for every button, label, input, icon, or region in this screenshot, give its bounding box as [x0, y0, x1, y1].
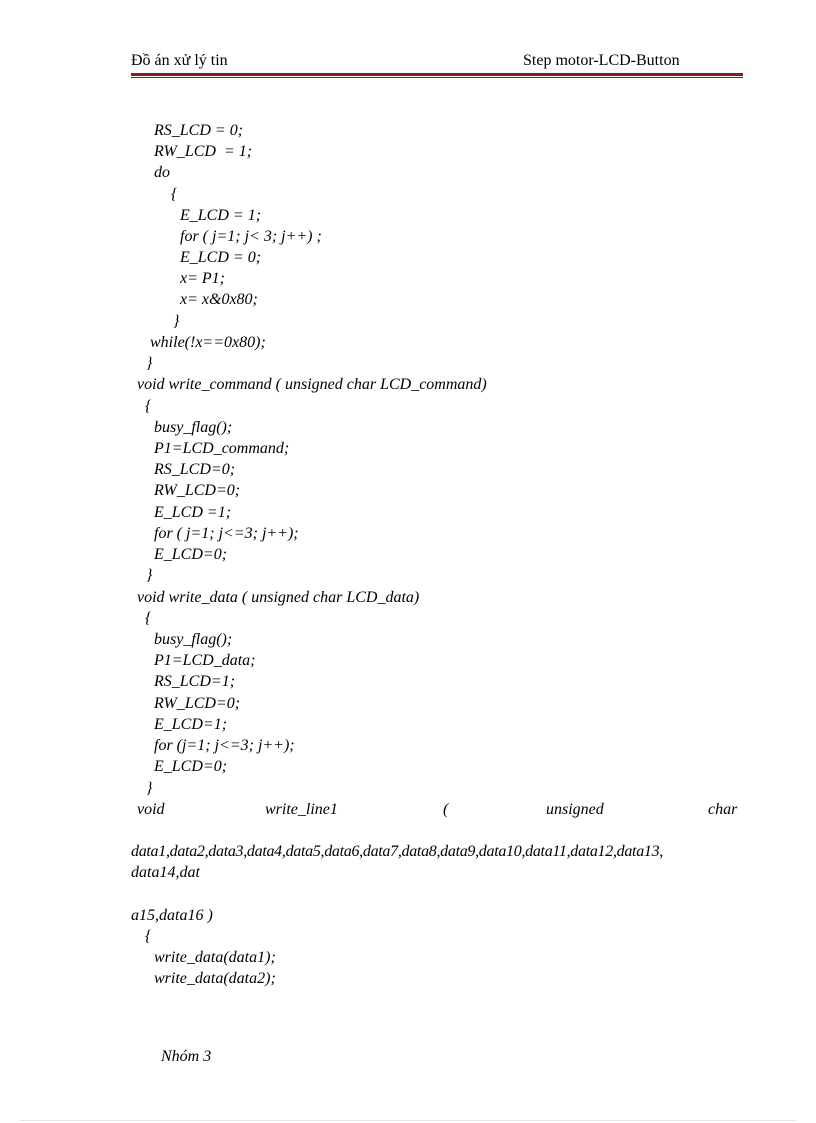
code-line: for ( j=1; j<=3; j++);: [154, 525, 299, 542]
code-line: void write_data ( unsigned char LCD_data): [137, 589, 420, 606]
header-right: Step motor-LCD-Button: [523, 52, 680, 69]
code-line: busy_flag();: [154, 631, 233, 648]
code-line: E_LCD=0;: [154, 546, 228, 563]
code-line: {: [145, 928, 152, 945]
code-line: void write_command ( unsigned char LCD_command): [137, 376, 487, 393]
code-line: RS_LCD = 0;: [154, 122, 244, 139]
code-line: x= P1;: [180, 270, 225, 287]
code-line: }: [146, 355, 153, 372]
code-line: E_LCD=1;: [154, 716, 228, 733]
page-bottom-divider: [20, 1120, 796, 1121]
code-line: RW_LCD = 1;: [154, 143, 253, 160]
code-line: for ( j=1; j< 3; j++) ;: [180, 228, 322, 245]
code-line: RW_LCD=0;: [154, 695, 241, 712]
code-line: RS_LCD=0;: [154, 461, 236, 478]
footer-group-label: Nhóm 3: [161, 1048, 212, 1065]
code-line: data1,data2,data3,data4,data5,data6,data7,data8,data9,data10,data11,data12,data13,: [131, 843, 664, 860]
code-line: P1=LCD_data;: [154, 652, 256, 669]
code-line: }: [173, 313, 180, 330]
code-line: write_data(data2);: [154, 970, 276, 987]
code-line: }: [146, 567, 153, 584]
code-word: char: [708, 801, 738, 818]
code-line: RS_LCD=1;: [154, 673, 236, 690]
code-line: }: [146, 780, 153, 797]
code-line: while(!x==0x80);: [150, 334, 266, 351]
code-line: E_LCD = 1;: [180, 207, 262, 224]
code-line: write_data(data1);: [154, 949, 276, 966]
code-line: busy_flag();: [154, 419, 233, 436]
code-line: RW_LCD=0;: [154, 482, 241, 499]
code-line: x= x&0x80;: [180, 291, 258, 308]
header-left: Đồ án xử lý tin: [131, 52, 228, 69]
code-word: unsigned: [546, 801, 604, 818]
code-line: {: [145, 398, 152, 415]
code-line: E_LCD = 0;: [180, 249, 262, 266]
code-word: void: [137, 801, 165, 818]
code-line: E_LCD=0;: [154, 758, 228, 775]
code-line: P1=LCD_command;: [154, 440, 290, 457]
code-word: (: [443, 801, 449, 818]
code-line: data14,dat: [131, 864, 200, 881]
code-line: E_LCD =1;: [154, 504, 232, 521]
code-line: for (j=1; j<=3; j++);: [154, 737, 295, 754]
code-line: {: [145, 610, 152, 627]
code-line: a15,data16 ): [131, 907, 213, 924]
code-line: do: [154, 164, 170, 181]
code-word: write_line1: [265, 801, 338, 818]
code-line: {: [171, 186, 178, 203]
